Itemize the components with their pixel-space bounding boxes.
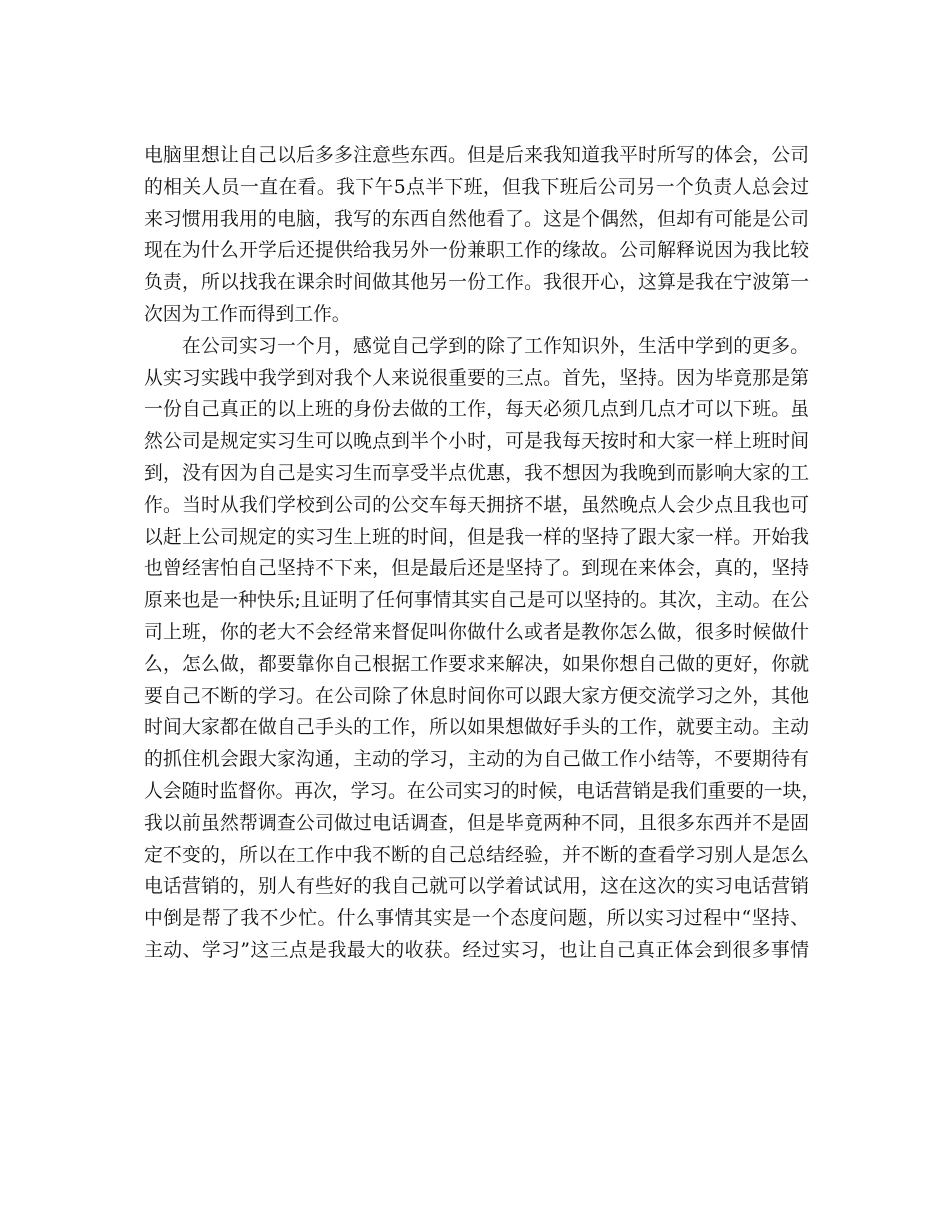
text-line: 来习惯用我用的电脑，我写的东西自然他看了。这是个偶然，但却有可能是公司 xyxy=(144,208,809,230)
text-line: 原来也是一种快乐;且证明了任何事情其实自己是可以坚持的。其次，主动。在公 xyxy=(144,590,809,612)
text-line: 一份自己真正的以上班的身份去做的工作，每天必须几点到几点才可以下班。虽 xyxy=(144,399,809,421)
text-line: 电话营销的，别人有些好的我自己就可以学着试试用，这在这次的实习电话营销 xyxy=(144,876,809,898)
text-line: 的抓住机会跟大家沟通，主动的学习，主动的为自己做工作小结等，不要期待有 xyxy=(144,749,809,771)
text-line: 在公司实习一个月，感觉自己学到的除了工作知识外，生活中学到的更多。 xyxy=(182,335,809,357)
paragraph-1 xyxy=(144,140,809,331)
text-line: 时间大家都在做自己手头的工作，所以如果想做好手头的工作，就要主动。主动 xyxy=(144,717,809,739)
text-line: 定不变的，所以在工作中我不断的自己总结经验，并不断的查看学习别人是怎么 xyxy=(144,844,809,866)
text-line: 我以前虽然帮调查公司做过电话调查，但是毕竟两种不同，且很多东西并不是固 xyxy=(144,812,809,834)
text-line: 到，没有因为自己是实习生而享受半点优惠，我不想因为我晚到而影响大家的工 xyxy=(144,462,809,484)
text-line: 要自己不断的学习。在公司除了休息时间你可以跟大家方便交流学习之外，其他 xyxy=(144,685,809,707)
text-line: 司上班，你的老大不会经常来督促叫你做什么或者是教你怎么做，很多时候做什 xyxy=(144,621,809,643)
text-line: 电脑里想让自己以后多多注意些东西。但是后来我知道我平时所写的体会，公司 xyxy=(144,145,809,166)
text-line: 中倒是帮了我不少忙。什么事情其实是一个态度问题，所以实习过程中“坚持、 xyxy=(144,908,809,930)
text-line: 作。当时从我们学校到公司的公交车每天拥挤不堪，虽然晚点人会少点且我也可 xyxy=(144,494,809,516)
document-body xyxy=(144,140,821,967)
paragraph-2 xyxy=(144,331,821,967)
text-line: 负责，所以找我在课余时间做其他另一份工作。我很开心，这算是我在宁波第一 xyxy=(144,272,809,294)
text-line: 么，怎么做，都要靠你自己根据工作要求来解决，如果你想自己做的更好，你就 xyxy=(144,653,809,675)
text-line: 人会随时监督你。再次，学习。在公司实习的时候，电话营销是我们重要的一块， xyxy=(144,780,821,802)
text-line: 以赶上公司规定的实习生上班的时间，但是我一样的坚持了跟大家一样。开始我 xyxy=(144,526,809,548)
text-line: 次因为工作而得到工作。 xyxy=(144,303,351,325)
text-line: 现在为什么开学后还提供给我另外一份兼职工作的缘故。公司解释说因为我比较 xyxy=(144,240,809,262)
text-line: 从实习实践中我学到对我个人来说很重要的三点。首先，坚持。因为毕竟那是第 xyxy=(144,367,809,389)
text-line: 然公司是规定实习生可以晚点到半个小时，可是我每天按时和大家一样上班时间 xyxy=(144,431,809,453)
text-line: 的相关人员一直在看。我下午5点半下班，但我下班后公司另一个负责人总会过 xyxy=(144,176,809,198)
text-line: 主动、学习”这三点是我最大的收获。经过实习，也让自己真正体会到很多事情 xyxy=(144,939,809,961)
text-line: 也曾经害怕自己坚持不下来，但是最后还是坚持了。到现在来体会，真的，坚持 xyxy=(144,558,809,580)
